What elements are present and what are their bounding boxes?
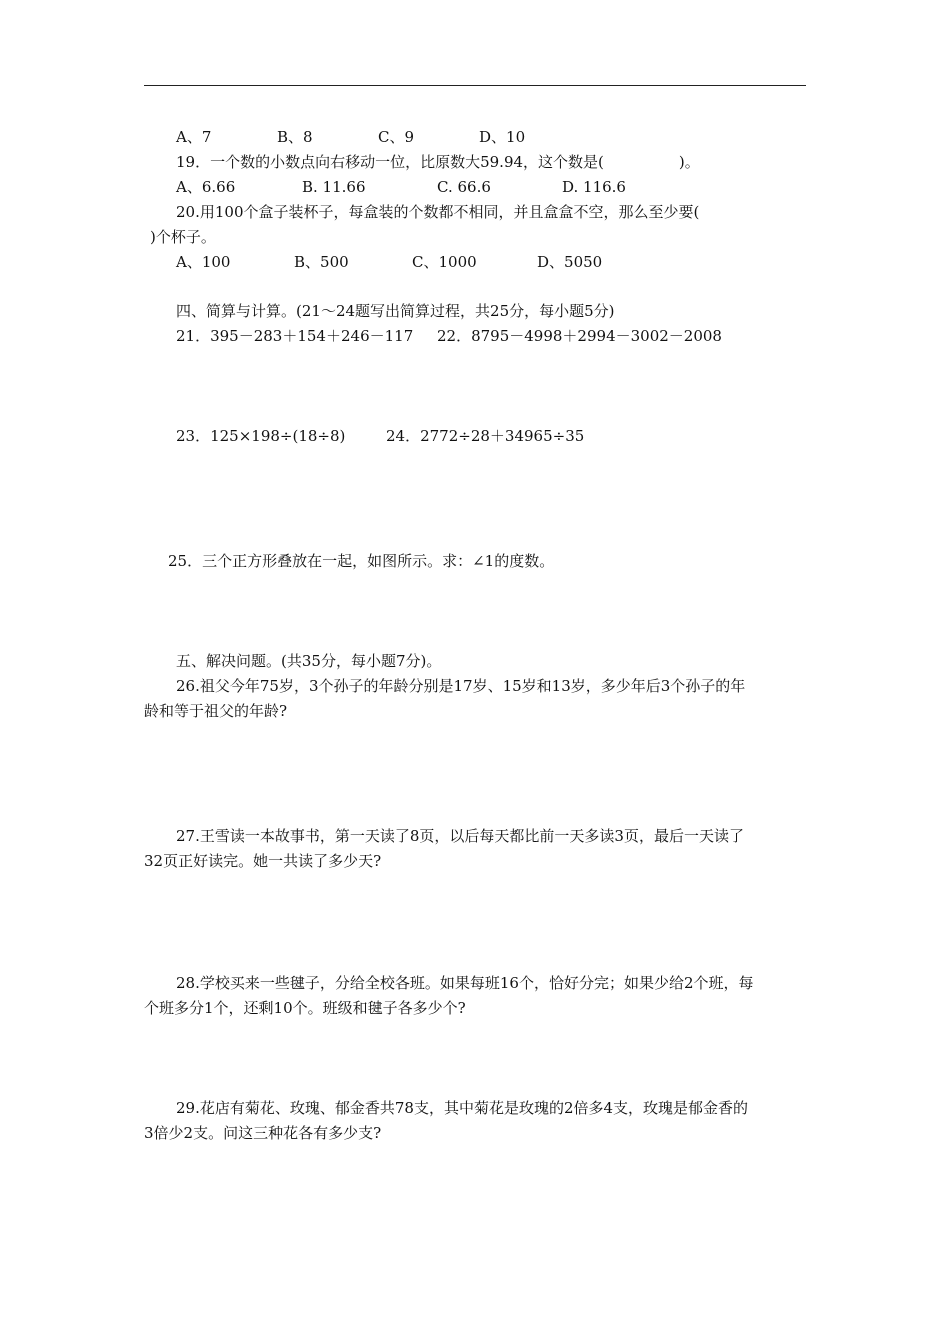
q20-option-c: C、1000 xyxy=(412,253,477,271)
q29-line2: 3倍少2支。问这三种花各有多少支? xyxy=(144,1124,382,1142)
q19-option-d: D. 116.6 xyxy=(562,178,626,196)
q19-option-c: C. 66.6 xyxy=(437,178,491,196)
q26-line1: 26.祖父今年75岁，3个孙子的年龄分别是17岁、15岁和13岁，多少年后3个孙子的年 xyxy=(176,677,746,695)
q19-stem: 19．一个数的小数点向右移动一位，比原数大59.94，这个数是( )。 xyxy=(176,153,700,171)
q19-option-a: A、6.66 xyxy=(176,178,236,196)
q27-line2: 32页正好读完。她一共读了多少天? xyxy=(144,852,382,870)
q18-option-d: D、10 xyxy=(479,128,526,146)
q24-expression: 24．2772÷28＋34965÷35 xyxy=(386,427,585,445)
section4-heading: 四、简算与计算。(21～24题写出简算过程，共25分，每小题5分) xyxy=(176,302,615,320)
q20-stem-line1: 20.用100个盒子装杯子，每盒装的个数都不相同，并且盒盒不空，那么至少要( xyxy=(176,203,700,221)
q19-option-b: B. 11.66 xyxy=(302,178,366,196)
q20-option-d: D、5050 xyxy=(537,253,603,271)
q27-line1: 27.王雪读一本故事书，第一天读了8页，以后每天都比前一天多读3页，最后一天读了 xyxy=(176,827,744,845)
q23-expression: 23．125×198÷(18÷8) xyxy=(176,427,346,445)
q20-option-a: A、100 xyxy=(176,253,231,271)
q25-stem: 25．三个正方形叠放在一起，如图所示。求：∠1的度数。 xyxy=(168,552,555,570)
q28-line2: 个班多分1个，还剩10个。班级和毽子各多少个? xyxy=(144,999,466,1017)
q29-line1: 29.花店有菊花、玫瑰、郁金香共78支，其中菊花是玫瑰的2倍多4支，玫瑰是郁金香的 xyxy=(176,1099,749,1117)
q26-line2: 龄和等于祖父的年龄? xyxy=(144,702,288,720)
q22-expression: 22．8795－4998＋2994－3002－2008 xyxy=(437,327,722,345)
q18-option-b: B、8 xyxy=(277,128,313,146)
q18-option-a: A、7 xyxy=(176,128,212,146)
section5-heading: 五、解决问题。(共35分，每小题7分)。 xyxy=(176,652,442,670)
q28-line1: 28.学校买来一些毽子，分给全校各班。如果每班16个，恰好分完；如果少给2个班，每 xyxy=(176,974,754,992)
q18-option-c: C、9 xyxy=(378,128,415,146)
q21-expression: 21．395－283＋154＋246－117 xyxy=(176,327,414,345)
header-rule xyxy=(144,85,806,86)
q20-stem-line2: )个杯子。 xyxy=(150,228,216,246)
q20-option-b: B、500 xyxy=(294,253,349,271)
